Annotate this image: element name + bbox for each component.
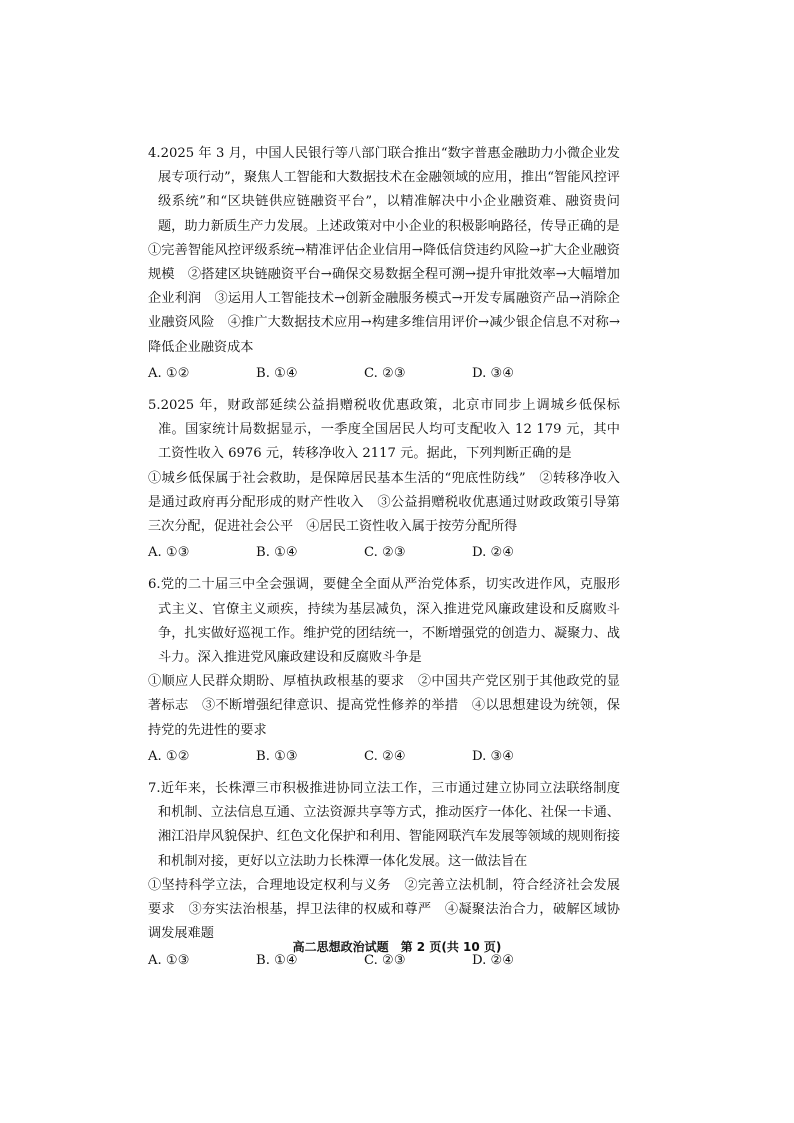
question-stem: 4.2025 年 3 月，中国人民银行等八部门联合推出“数字普惠金融助力小微企业发展专项行动”，聚焦人工智能和大数据技术在金融领域的应用，推出“智能风控评级系统”和“区块链供应链融资平台”，以精准解决中小企业融资难、融资贵问题，助力新质生产力发展。上述政策对中小企业的积极影响路径，传导正确的是 — [148, 146, 620, 234]
answer-choices — [148, 541, 620, 565]
choice-c: C. ②③ — [364, 365, 406, 381]
question-statements: ①城乡低保属于社会救助，是保障居民基本生活的“兜底性防线” ②转移净收入是通过政府再分配形成的财产性收入 ③公益捐赠税收优惠通过财政政策引导第三次分配，促进社会公平 ④居民工资性收入属于按劳分配所得 — [148, 470, 620, 535]
answer-choices — [148, 745, 620, 769]
question-statements: ①坚持科学立法，合理地设定权利与义务 ②完善立法机制，符合经济社会发展要求 ③夯实法治根基，捍卫法律的权威和尊严 ④凝聚法治合力，破解区域协调发展难题 — [148, 877, 620, 942]
choice-c: C. ②③ — [364, 952, 406, 968]
answer-choices — [148, 362, 620, 386]
question-statements: ①完善智能风控评级系统→精准评估企业信用→降低信贷违约风险→扩大企业融资规模 ②搭建区块链融资平台→确保交易数据全程可溯→提升审批效率→大幅增加企业利润 ③运用人工智能技术→创新金融服务模式→开发专属融资产品→消除企业融资风险 ④推广大数据技术应用→构建多维信用评价→减少银企信息不对称→降低企业融资成本 — [148, 242, 620, 355]
question-6 — [148, 573, 620, 769]
choice-c: C. ②④ — [364, 748, 406, 764]
choice-d: D. ③④ — [472, 365, 515, 381]
choice-c: C. ②③ — [364, 545, 406, 561]
choice-b: B. ①③ — [256, 748, 298, 764]
question-4 — [148, 142, 620, 386]
choice-d: D. ③④ — [472, 748, 515, 764]
choice-d: D. ②④ — [472, 952, 515, 968]
choice-b: B. ①④ — [256, 365, 298, 381]
question-stem: 5.2025 年，财政部延续公益捐赠税收优惠政策，北京市同步上调城乡低保标准。国家统计局数据显示，一季度全国居民人均可支配收入 12 179 元，其中工资性收入 6976 元，转移净收入 2117 元。据此，下列判断正确的是 — [148, 398, 620, 462]
choice-b: B. ①④ — [256, 545, 298, 561]
choice-a: A. ①③ — [148, 545, 190, 561]
choice-a: A. ①② — [148, 365, 190, 381]
question-stem: 7.近年来，长株潭三市积极推进协同立法工作，三市通过建立协同立法联络制度和机制、立法信息互通、立法资源共享等方式，推动医疗一体化、社保一卡通、湘江沿岸风貌保护、红色文化保护和利用、智能网联汽车发展等领域的规则衔接和机制对接，更好以立法助力长株潭一体化发展。这一做法旨在 — [148, 781, 620, 869]
choice-b: B. ①④ — [256, 952, 298, 968]
question-statements: ①顺应人民群众期盼、厚植执政根基的要求 ②中国共产党区别于其他政党的显著标志 ③不断增强纪律意识、提高党性修养的举措 ④以思想建设为统领，保持党的先进性的要求 — [148, 674, 620, 738]
page-footer: 高二思想政治试题 第 2 页(共 10 页) — [292, 940, 502, 954]
choice-a: A. ①③ — [148, 952, 190, 968]
choice-a: A. ①② — [148, 748, 190, 764]
question-list — [148, 142, 620, 981]
choice-d: D. ②④ — [472, 545, 515, 561]
question-5 — [148, 394, 620, 565]
question-stem: 6.党的二十届三中全会强调，要健全全面从严治党体系，切实改进作风，克服形式主义、官僚主义顽疾，持续为基层减负，深入推进党风廉政建设和反腐败斗争，扎实做好巡视工作。维护党的团结统一，不断增强党的创造力、凝聚力、战斗力。深入推进党风廉政建设和反腐败斗争是 — [148, 577, 620, 666]
